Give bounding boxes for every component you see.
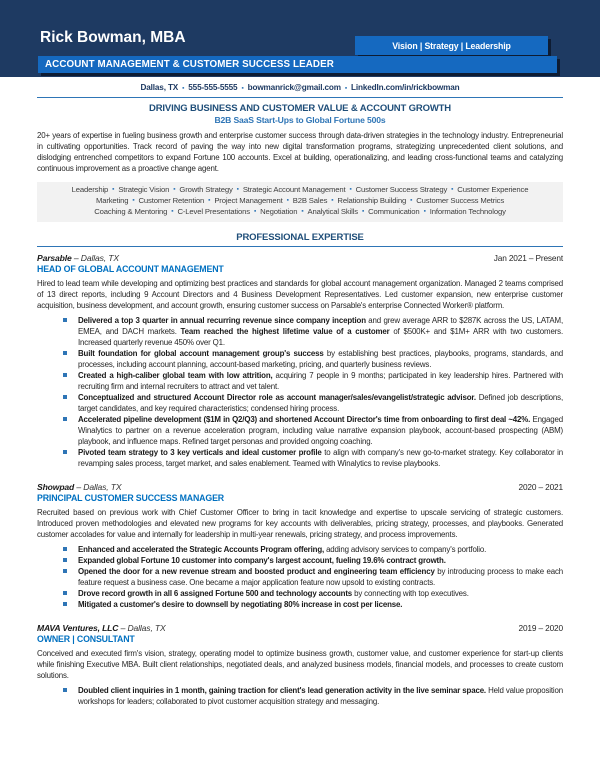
job-dates: Jan 2021 – Present (493, 252, 563, 263)
bullet-item: Opened the door for a new revenue stream and boosted product and engineering team efficiency by introducing process to make each feature request a business case. One became a major application feature now upsold to existing contracts. (37, 566, 563, 588)
square-separator-icon: ▪ (241, 84, 244, 92)
square-separator-icon: ▪ (423, 208, 426, 215)
bullet-item: Drove record growth in all 6 assigned Fortune 500 and technology accounts by connecting with top executives. (37, 588, 563, 599)
tagline-badge: Vision | Strategy | Leadership (355, 36, 548, 55)
company-name: Parsable (37, 252, 72, 263)
bullet-item: Delivered a top 3 quarter in annual recurring revenue since company inception and grew average ARR to $287K across the US, LATAM, EMEA, and DACH markets. Team reached the highest lifetime value of a customer of $500K+ and $1M+ ARR with two customers. Increased quarterly revenue 450% over Q1. (37, 315, 563, 348)
square-separator-icon: ▪ (331, 197, 334, 204)
company-line (37, 623, 166, 634)
square-separator-icon: ▪ (451, 186, 454, 193)
job-header-row (37, 253, 563, 264)
square-separator-icon: ▪ (182, 84, 185, 92)
branding-subtitle: B2B SaaS Start-Ups to Global Fortune 500s (214, 114, 386, 125)
branding-title: DRIVING BUSINESS AND CUSTOMER VALUE & ACCOUNT GROWTH (148, 102, 451, 114)
job-block (0, 253, 600, 469)
job-header-row (37, 623, 563, 634)
job-title: HEAD OF GLOBAL ACCOUNT MANAGEMENT (37, 263, 224, 274)
square-separator-icon: ▪ (208, 197, 211, 204)
job-summary: Conceived and executed firm's vision, strategy, operating model to optimize business growth, customer value, and customer experience for start-up clients while finishing Executive MBA. Built client relationships, negotiated deals, and analyzed business models, financial models, and processes to create custom solutions. (37, 648, 563, 680)
divider-rule-top (37, 97, 563, 98)
job-block (0, 623, 600, 707)
list-item: Customer Success Metrics (416, 195, 505, 205)
jobs-list (0, 253, 600, 707)
job-header-row (37, 482, 563, 493)
square-separator-icon: ▪ (253, 208, 257, 215)
list-item: Growth Strategy (179, 184, 233, 194)
square-separator-icon: ▪ (112, 186, 115, 193)
bullet-list (37, 544, 563, 610)
bullet-item: Pivoted team strategy to 3 key verticals and ideal customer profile to align with company's new go-to-market strategy. Key collaborator in revamping sales process, target market, and sales enablement. Teamed with Winalytics to revise playbooks. (37, 447, 563, 469)
list-item: Analytical Skills (307, 206, 358, 216)
list-item: Customer Success Strategy (355, 184, 448, 194)
list-item: Information Technology (429, 206, 506, 216)
company-name: Showpad (37, 481, 75, 492)
list-item: Coaching & Mentoring (94, 206, 168, 216)
bullet-item: Doubled client inquiries in 1 month, gaining traction for client's lead generation activity in the live seminar space. Held value proposition workshops for leaders; collaborated to pivot customer acquisition strategy and messaging. (37, 685, 563, 707)
skills-box (37, 182, 563, 222)
bullet-item: Mitigated a customer's desire to downsell by negotiating 80% increase in cost per license. (37, 599, 563, 610)
list-item: Project Management (214, 195, 283, 205)
skills-line (39, 185, 561, 196)
divider-rule-section (37, 246, 563, 247)
square-separator-icon: ▪ (410, 197, 413, 204)
list-item: Leadership (71, 184, 109, 194)
list-item: Customer Experience (457, 184, 529, 194)
company-name: MAVA Ventures, LLC (37, 622, 119, 633)
square-separator-icon: ▪ (301, 208, 304, 215)
list-item: LinkedIn.com/in/rickbowman (351, 83, 460, 92)
square-separator-icon: ▪ (286, 197, 289, 204)
square-separator-icon: ▪ (171, 208, 174, 215)
skills-line (39, 196, 561, 207)
list-item: Strategic Vision (118, 184, 170, 194)
job-title: OWNER | CONSULTANT (37, 633, 135, 644)
list-item: Marketing (95, 195, 129, 205)
company-line (37, 482, 121, 493)
job-title: PRINCIPAL CUSTOMER SUCCESS MANAGER (37, 492, 224, 503)
square-separator-icon: ▪ (344, 84, 348, 92)
job-block (0, 482, 600, 610)
list-item: Dallas, TX (140, 83, 179, 92)
contact-line (0, 82, 600, 94)
bullet-item: Accelerated pipeline development ($1M in Q2/Q3) and shortened Account Director's time from onboarding to first deal ~42%. Engaged Winalytics to partner on a revenue acceleration program, including value narrative expansion playbook, account-based prospecting (ABM) playbook, and influence maps. Refined target personas and provided ongoing coaching. (37, 414, 563, 447)
square-separator-icon: ▪ (361, 208, 365, 215)
bullet-item: Created a high-caliber global team with low attrition, acquiring 7 people in 9 months; participated in key leadership hires. Partnered with recruiting firm and internal recruiters to attract and vet talent. (37, 370, 563, 392)
list-item: Communication (368, 206, 420, 216)
list-item: bowmanrick@gmail.com (247, 83, 341, 92)
bullet-item: Enhanced and accelerated the Strategic Accounts Program offering, adding advisory services to company's portfolio. (37, 544, 563, 555)
job-dates: 2019 – 2020 (518, 622, 563, 633)
role-title-bar: ACCOUNT MANAGEMENT & CUSTOMER SUCCESS LEADER (38, 56, 557, 73)
square-separator-icon: ▪ (173, 186, 176, 193)
bullet-item: Expanded global Fortune 10 customer into company's largest account, fueling 19.6% contract growth. (37, 555, 563, 566)
list-item: Relationship Building (337, 195, 407, 205)
square-separator-icon: ▪ (132, 197, 135, 204)
list-item: B2B Sales (292, 195, 328, 205)
skills-line (39, 207, 561, 218)
list-item: 555-555-5555 (188, 83, 238, 92)
bullet-list (37, 685, 563, 707)
profile-summary: 20+ years of expertise in fueling business growth and enterprise customer success through data-driven strategies in the technology industry. Entrepreneurial in cultivating opportunities. Track record of paving the way into new digital transformation programs, strategizing unprecedented client solutions, and dislodging entrenched competitors to expand Fortune 100 accounts. Excel at building, operationalizing, and leading cross-functional teams and catalyzing continuous improvement as a proactive change agent. (37, 130, 563, 173)
section-title-professional-expertise: PROFESSIONAL EXPERTISE (236, 231, 364, 243)
company-location: – Dallas, TX (120, 622, 166, 633)
job-summary: Hired to lead team while developing and optimizing best practices and standards for global account management organization. Managed 2 teams comprised of 13 direct reports, including 9 Account Directors and 4 Business Development Representatives. Led customer expansion, new enterprise customer acquisition, business development, and account growth, ensuring customer success on Parsable's enterprise Connected Worker® platform. (37, 278, 563, 310)
list-item: Customer Retention (138, 195, 205, 205)
list-item: C-Level Presentations (177, 206, 250, 216)
person-name: Rick Bowman, MBA (40, 29, 186, 46)
job-dates: 2020 – 2021 (518, 481, 563, 492)
list-item: Strategic Account Management (242, 184, 346, 194)
square-separator-icon: ▪ (349, 186, 352, 193)
list-item: Negotiation (260, 206, 298, 216)
company-line (37, 253, 119, 264)
bullet-list (37, 315, 563, 469)
bullet-item: Built foundation for global account management group's success by establishing best practices, playbooks, programs, standards, and processes, including account planning, account-based marketing, pricing, and quarterly business reviews. (37, 348, 563, 370)
company-location: – Dallas, TX (76, 481, 122, 492)
square-separator-icon: ▪ (236, 186, 239, 193)
company-location: – Dallas, TX (73, 252, 119, 263)
job-summary: Recruited based on previous work with Chief Customer Officer to bring in tacit knowledge and expertise to upscale servicing of strategic customers. Introduced proven methodologies and elevated new programs for key accounts with deliverables, pricing strategy, processes, and playbooks. Generated customer accolades for value and internally for leadership in multi-year renewals, pricing strategy, and process improvements. (37, 507, 563, 539)
bullet-item: Conceptualized and structured Account Director role as account manager/sales/evangelist/strategic advisor. Defined job descriptions, target candidates, and key required characteristics; condensed hiring process. (37, 392, 563, 414)
header-banner (0, 0, 600, 77)
